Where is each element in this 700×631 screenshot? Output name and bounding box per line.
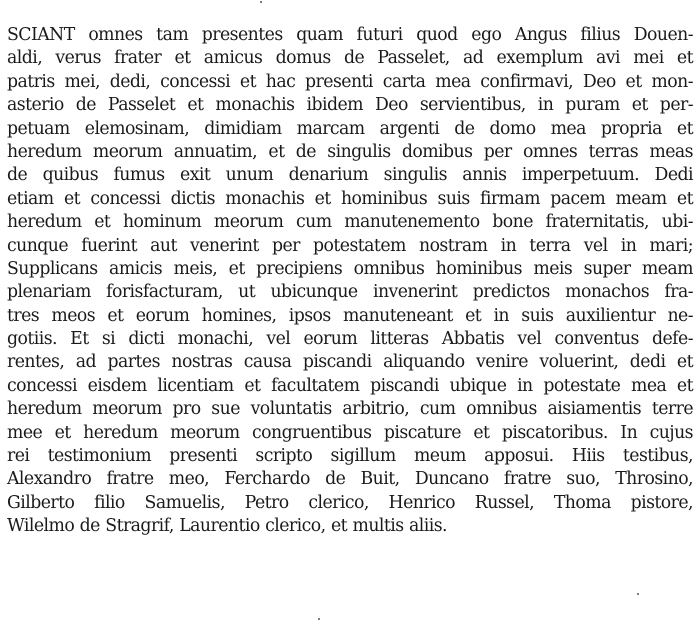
charter-line: heredum et hominum meorum cum manutenemento bone fraternitatis, ubi- [7,212,693,233]
charter-line: asterio de Passelet et monachis ibidem Deo servientibus, in puram et per- [7,95,693,116]
charter-line: heredum meorum annuatim, et de singulis domibus per omnes terras meas [7,141,693,162]
charter-line-final: Wilelmo de Stragrif, Laurentio clerico, et multis aliis. [7,516,447,537]
charter-line: tres meos et eorum homines, ipsos manuteneant et in suis auxilientur ne- [7,305,693,326]
charter-line: de quibus fumus exit unum denarium singulis annis imperpetuum. Dedi [7,165,693,186]
charter-line: patris mei, dedi, concessi et hac presenti carta mea confirmavi, Deo et mon- [7,71,693,92]
charter-line: etiam et concessi dictis monachis et hominibus suis firmam pacem meam et [7,188,693,209]
charter-line: gotiis. Et si dicti monachi, vel eorum litteras Abbatis vel conventus defe- [7,329,693,350]
charter-line: aldi, verus frater et amicus domus de Passelet, ad exemplum avi mei et [7,48,693,69]
charter-line: petuam elemosinam, dimidiam marcam argenti de domo mea propria et [7,118,693,139]
charter-text [7,24,693,539]
charter-line: plenariam forisfacturam, ut ubicunque invenerint predictos monachos fra- [7,282,693,303]
charter-line: Supplicans amicis meis, et precipiens omnibus hominibus meis super meam [7,258,693,279]
charter-line: mee et heredum meorum congruentibus piscature et piscatoribus. In cujus [7,422,693,443]
charter-line: heredum meorum pro sue voluntatis arbitrio, cum omnibus aisiamentis terre [7,399,693,420]
charter-line: cunque fuerint aut venerint per potestatem nostram in terra vel in mari; [7,235,693,256]
scan-speck [260,1,262,3]
scan-speck [318,618,320,620]
charter-line: SCIANT omnes tam presentes quam futuri quod ego Angus filius Douen- [7,25,693,45]
scan-speck [637,593,639,595]
charter-line: concessi eisdem licentiam et facultatem piscandi ubique in potestate mea et [7,375,693,396]
charter-line: rei testimonium presenti scripto sigillum meum apposui. Hiis testibus, [7,446,693,467]
charter-line: Alexandro fratre meo, Ferchardo de Buit, Duncano fratre suo, Throsino, [7,469,693,490]
charter-line: rentes, ad partes nostras causa piscandi aliquando venire voluerint, dedi et [7,352,693,373]
charter-line: Gilberto filio Samuelis, Petro clerico, Henrico Russel, Thoma pistore, [7,492,693,513]
